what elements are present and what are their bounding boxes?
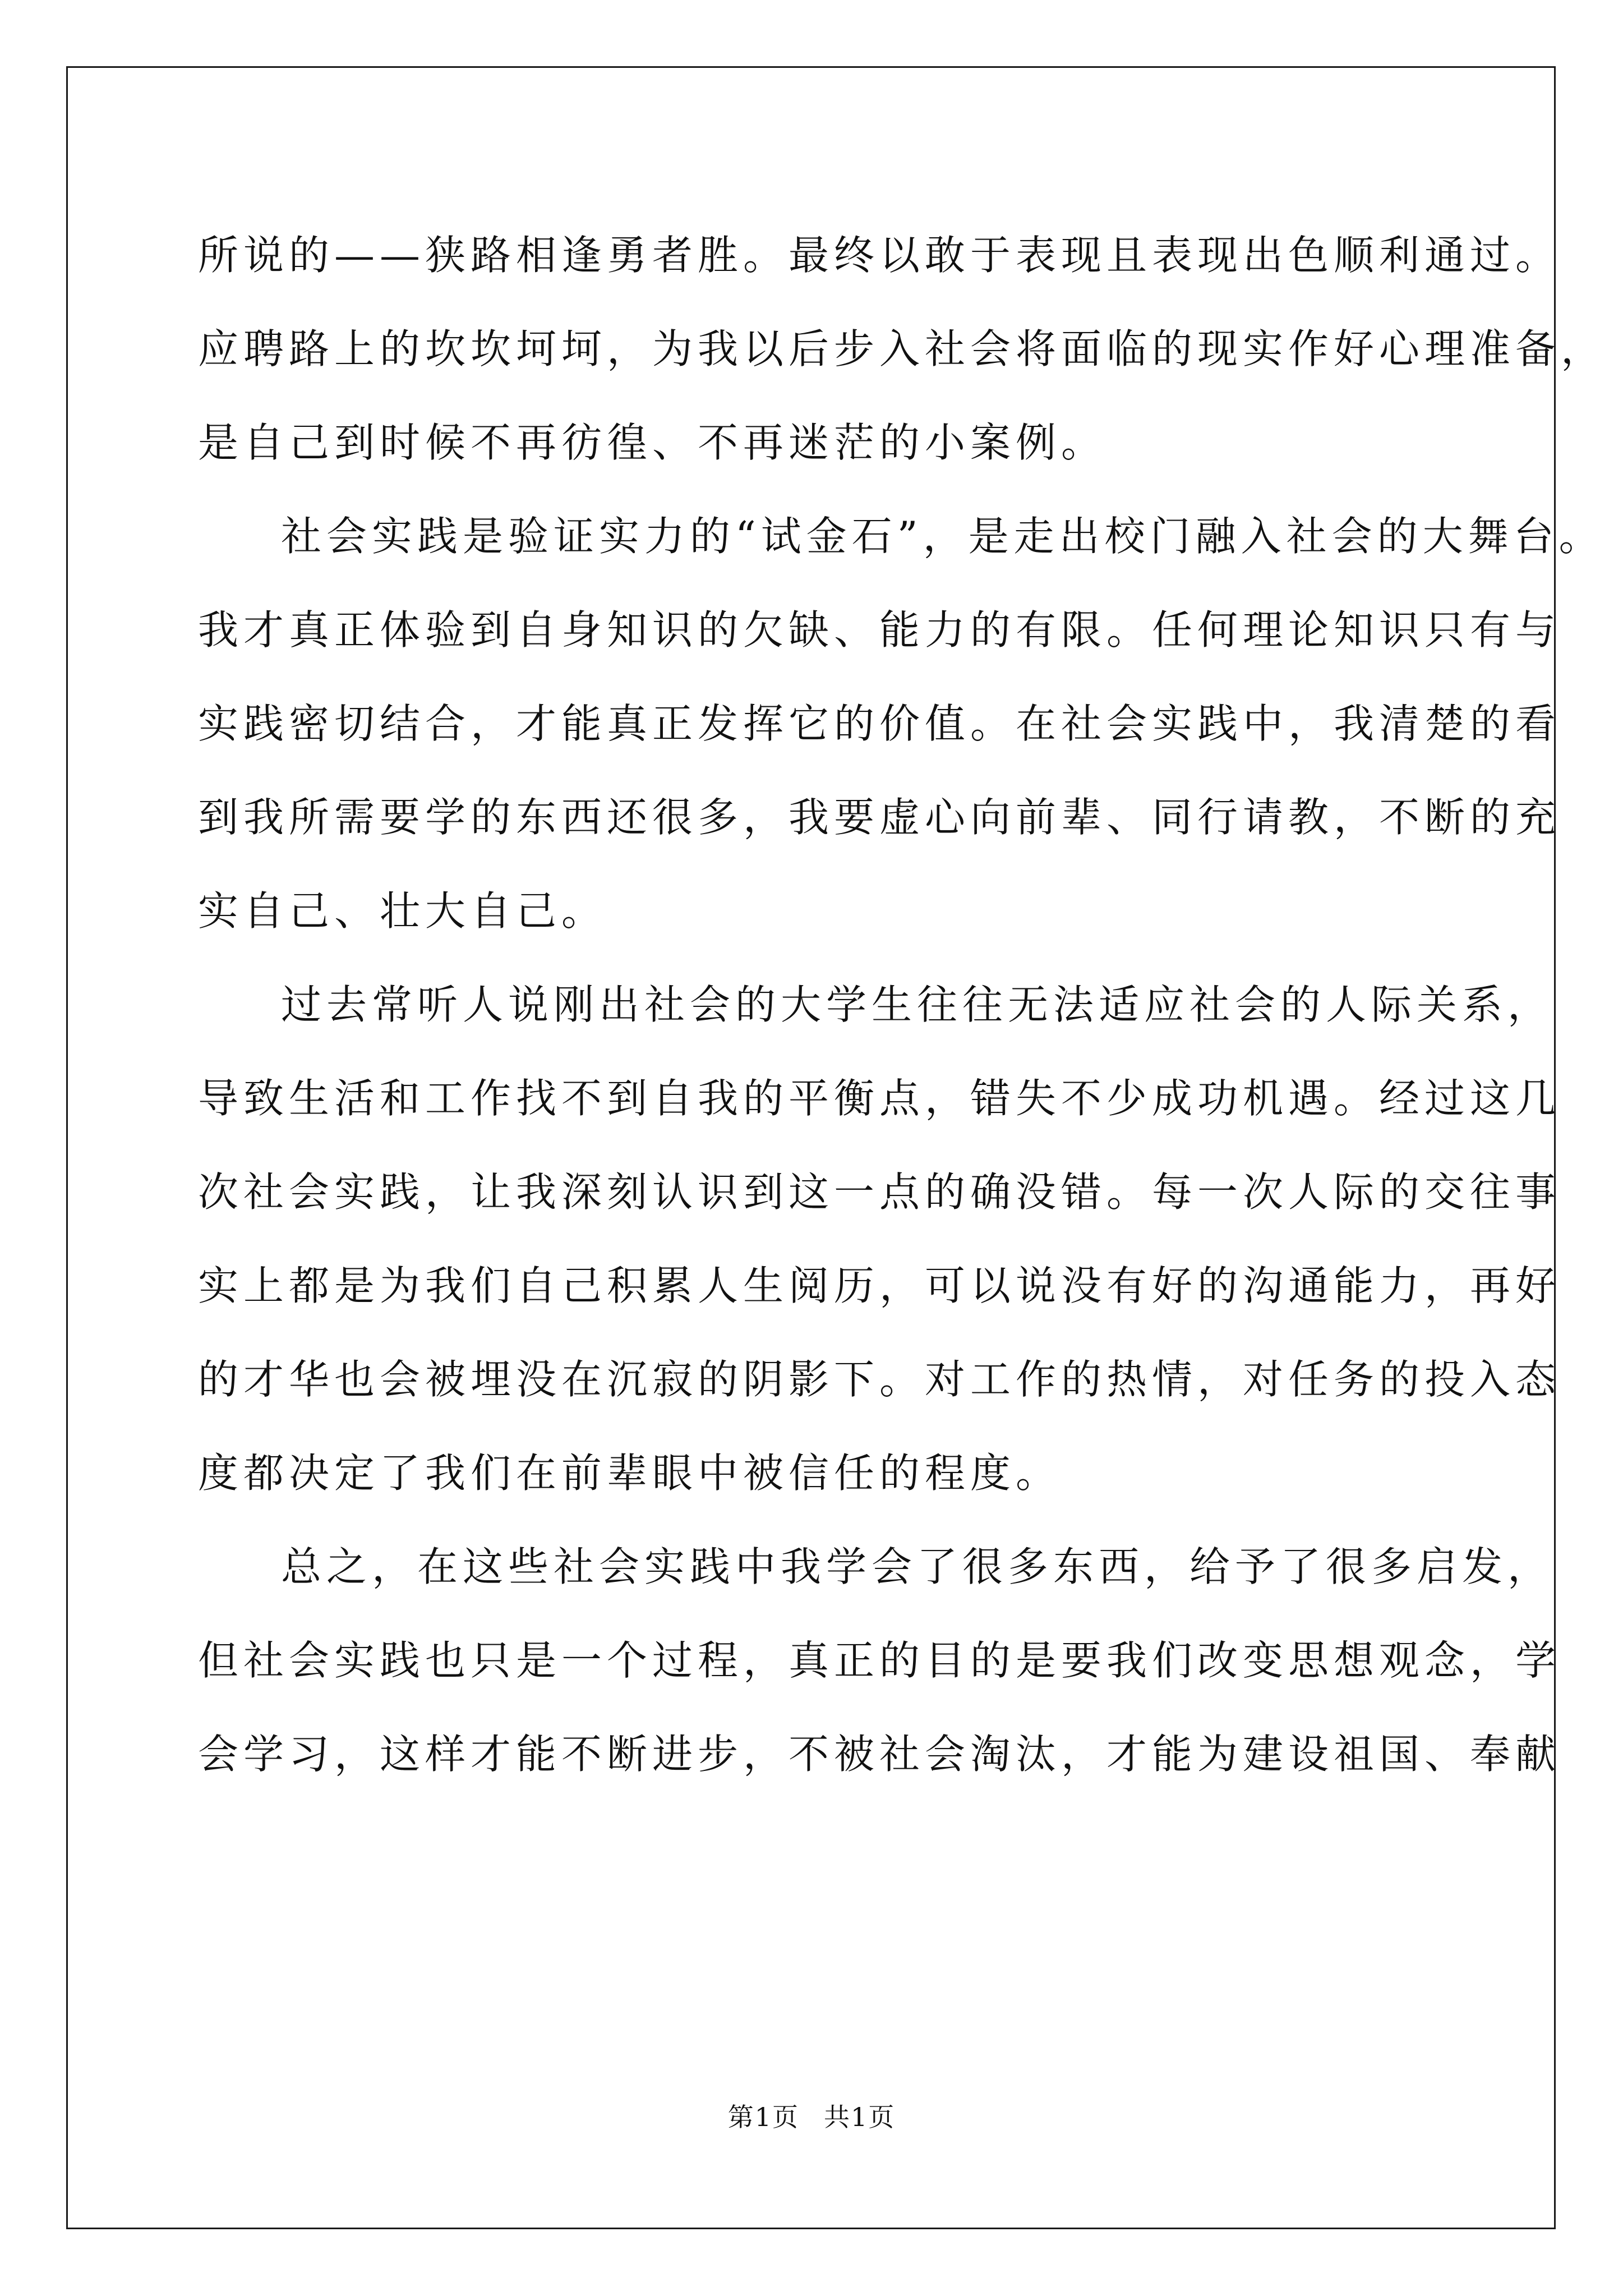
text-line: 所说的——狭路相逢勇者胜。最终以敢于表现且表现出色顺利通过。 — [198, 232, 1561, 279]
page-number: 第1页 — [727, 2102, 799, 2132]
text-line: 应聘路上的坎坎坷坷，为我以后步入社会将面临的现实作好心理准备， — [198, 325, 1607, 372]
paragraph-first-line: 总之，在这些社会实践中我学会了很多东西，给予了很多启发， — [281, 1543, 1553, 1590]
text-line: 度都决定了我们在前辈眼中被信任的程度。 — [198, 1450, 1062, 1497]
text-line: 我才真正体验到自身知识的欠缺、能力的有限。任何理论知识只有与 — [198, 606, 1561, 654]
paragraph-first-line: 社会实践是验证实力的“试金石”，是走出校门融入社会的大舞台。 — [281, 513, 1604, 560]
page-total: 共1页 — [824, 2102, 896, 2132]
text-line: 实自己、壮大自己。 — [198, 887, 607, 935]
text-line: 实践密切结合，才能真正发挥它的价值。在社会实践中，我清楚的看 — [198, 700, 1561, 747]
text-line: 会学习，这样才能不断进步，不被社会淘汰，才能为建设祖国、奉献 — [198, 1731, 1561, 1778]
paragraph-first-line: 过去常听人说刚出社会的大学生往往无法适应社会的人际关系， — [281, 981, 1553, 1028]
text-line: 实上都是为我们自己积累人生阅历，可以说没有好的沟通能力，再好 — [198, 1262, 1561, 1309]
text-line: 次社会实践，让我深刻认识到这一点的确没错。每一次人际的交往事 — [198, 1168, 1561, 1216]
text-line: 到我所需要学的东西还很多，我要虚心向前辈、同行请教，不断的充 — [198, 794, 1561, 841]
document-body — [198, 209, 1607, 1801]
text-line: 但社会实践也只是一个过程，真正的目的是要我们改变思想观念，学 — [198, 1637, 1561, 1684]
page-footer — [0, 2097, 1623, 2134]
text-line: 导致生活和工作找不到自我的平衡点，错失不少成功机遇。经过这几 — [198, 1075, 1561, 1122]
text-line: 是自己到时候不再彷徨、不再迷茫的小案例。 — [198, 419, 1107, 466]
text-line: 的才华也会被埋没在沉寂的阴影下。对工作的热情，对任务的投入态 — [198, 1356, 1561, 1403]
